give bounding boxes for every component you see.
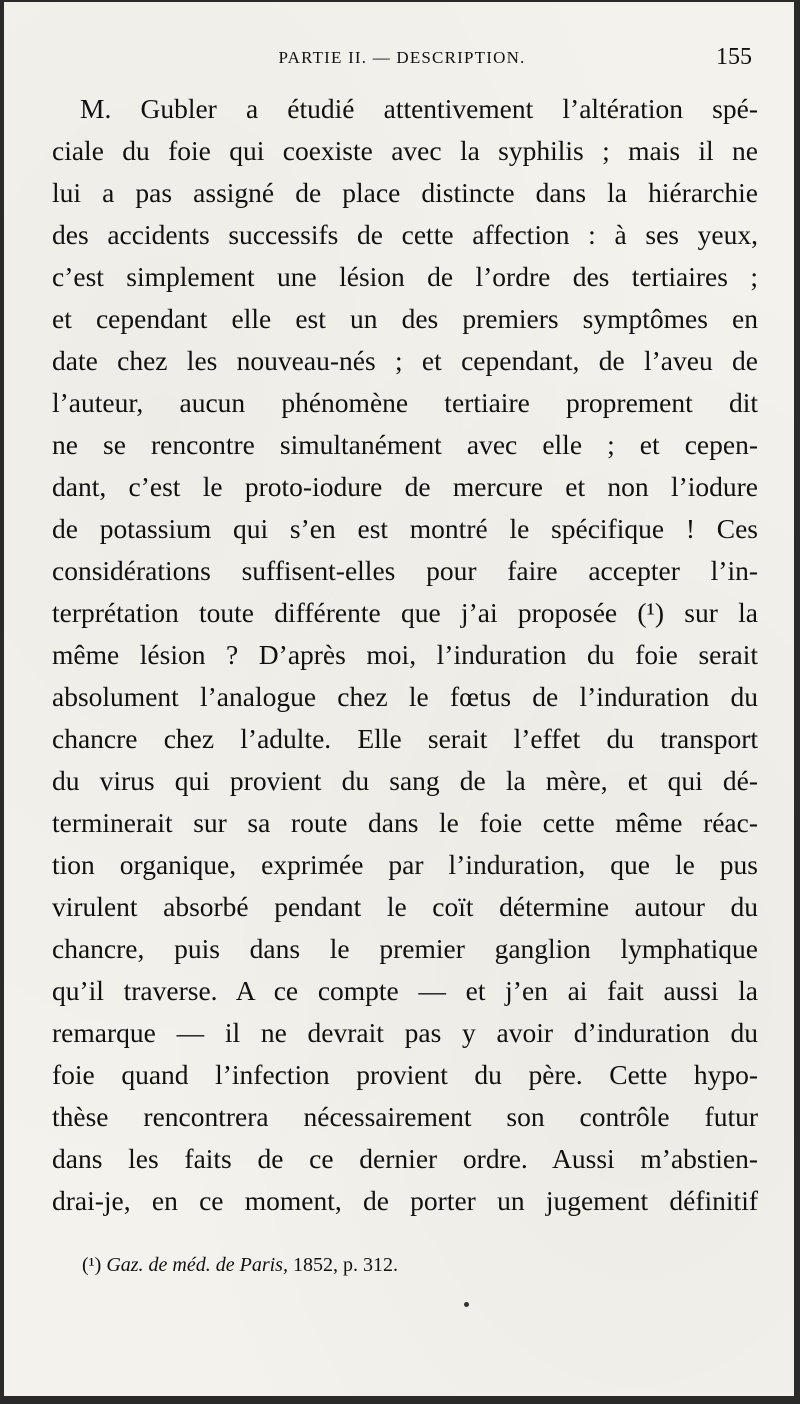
text-line <box>52 172 758 214</box>
text-line-content: ciale du foie qui coexiste avec la syphilis ; mais il ne <box>52 135 758 166</box>
text-line <box>52 508 758 550</box>
text-line-content: terminerait sur sa route dans le foie cette même réac- <box>52 807 758 838</box>
book-page <box>4 2 794 1396</box>
body-text <box>52 88 758 1222</box>
text-line-content: drai-je, en ce moment, de porter un jugement définitif <box>52 1185 758 1216</box>
text-line-content: lui a pas assigné de place distincte dans la hiérarchie <box>52 177 758 208</box>
text-line <box>52 760 758 802</box>
text-line-content: dant, c’est le proto-iodure de mercure et non l’iodure <box>52 471 758 502</box>
text-line <box>52 844 758 886</box>
text-line <box>52 1180 758 1222</box>
text-line <box>52 550 758 592</box>
text-line-content: de potassium qui s’en est montré le spécifique ! Ces <box>52 513 758 544</box>
text-line-content: chancre, puis dans le premier ganglion lymphatique <box>52 933 758 964</box>
footnote <box>82 1254 398 1277</box>
text-line-content: date chez les nouveau-nés ; et cependant, de l’aveu de <box>52 345 758 376</box>
text-line-content: ne se rencontre simultanément avec elle ; et cepen- <box>52 429 758 460</box>
text-line <box>52 634 758 676</box>
text-line <box>52 340 758 382</box>
text-line <box>52 718 758 760</box>
text-line <box>52 382 758 424</box>
text-line <box>52 466 758 508</box>
text-line-content: c’est simplement une lésion de l’ordre des tertiaires ; <box>52 261 758 292</box>
text-line <box>52 970 758 1012</box>
text-line-content: même lésion ? D’après moi, l’induration du foie serait <box>52 639 758 670</box>
text-line <box>52 424 758 466</box>
text-line <box>52 1054 758 1096</box>
text-line <box>52 886 758 928</box>
text-line <box>52 928 758 970</box>
text-line <box>52 1096 758 1138</box>
text-line <box>52 802 758 844</box>
text-line-content: foie quand l’infection provient du père. Cette hypo- <box>52 1059 758 1090</box>
text-line-content: virulent absorbé pendant le coït détermine autour du <box>52 891 758 922</box>
text-line-content: l’auteur, aucun phénomène tertiaire proprement dit <box>52 387 758 418</box>
text-line-content: M. Gubler a étudié attentivement l’altération spé- <box>80 93 758 124</box>
text-line-content: terprétation toute différente que j’ai proposée (¹) sur la <box>52 597 758 628</box>
text-line-content: considérations suffisent-elles pour faire accepter l’in- <box>52 555 758 586</box>
text-line <box>52 256 758 298</box>
text-line-content: thèse rencontrera nécessairement son contrôle futur <box>52 1101 758 1132</box>
text-line-content: absolument l’analogue chez le fœtus de l’induration du <box>52 681 758 712</box>
text-line <box>52 298 758 340</box>
text-line <box>52 592 758 634</box>
text-line <box>52 88 758 130</box>
text-line <box>52 214 758 256</box>
footnote-source: Gaz. de méd. de Paris, <box>106 1254 288 1276</box>
text-line <box>52 1138 758 1180</box>
running-title: PARTIE II. — DESCRIPTION. <box>278 48 526 67</box>
text-line-content: chancre chez l’adulte. Elle serait l’effet du transport <box>52 723 758 754</box>
text-line-content: et cependant elle est un des premiers symptômes en <box>52 303 758 334</box>
text-line <box>52 676 758 718</box>
text-line-content: dans les faits de ce dernier ordre. Aussi m’abstien- <box>52 1143 758 1174</box>
footnote-marker: (¹) <box>82 1254 102 1276</box>
print-speck <box>464 1302 469 1307</box>
text-line <box>52 1012 758 1054</box>
text-line <box>52 130 758 172</box>
text-line-content: remarque — il ne devrait pas y avoir d’induration du <box>52 1017 758 1048</box>
text-line-content: des accidents successifs de cette affection : à ses yeux, <box>52 219 758 250</box>
text-line-content: du virus qui provient du sang de la mère, et qui dé- <box>52 765 758 796</box>
footnote-reference: 1852, p. 312. <box>287 1254 398 1276</box>
page-number: 155 <box>716 44 752 70</box>
text-line-content: tion organique, exprimée par l’induration, que le pus <box>52 849 758 880</box>
running-head <box>52 46 752 76</box>
text-line-content: qu’il traverse. A ce compte — et j’en ai fait aussi la <box>52 975 758 1006</box>
